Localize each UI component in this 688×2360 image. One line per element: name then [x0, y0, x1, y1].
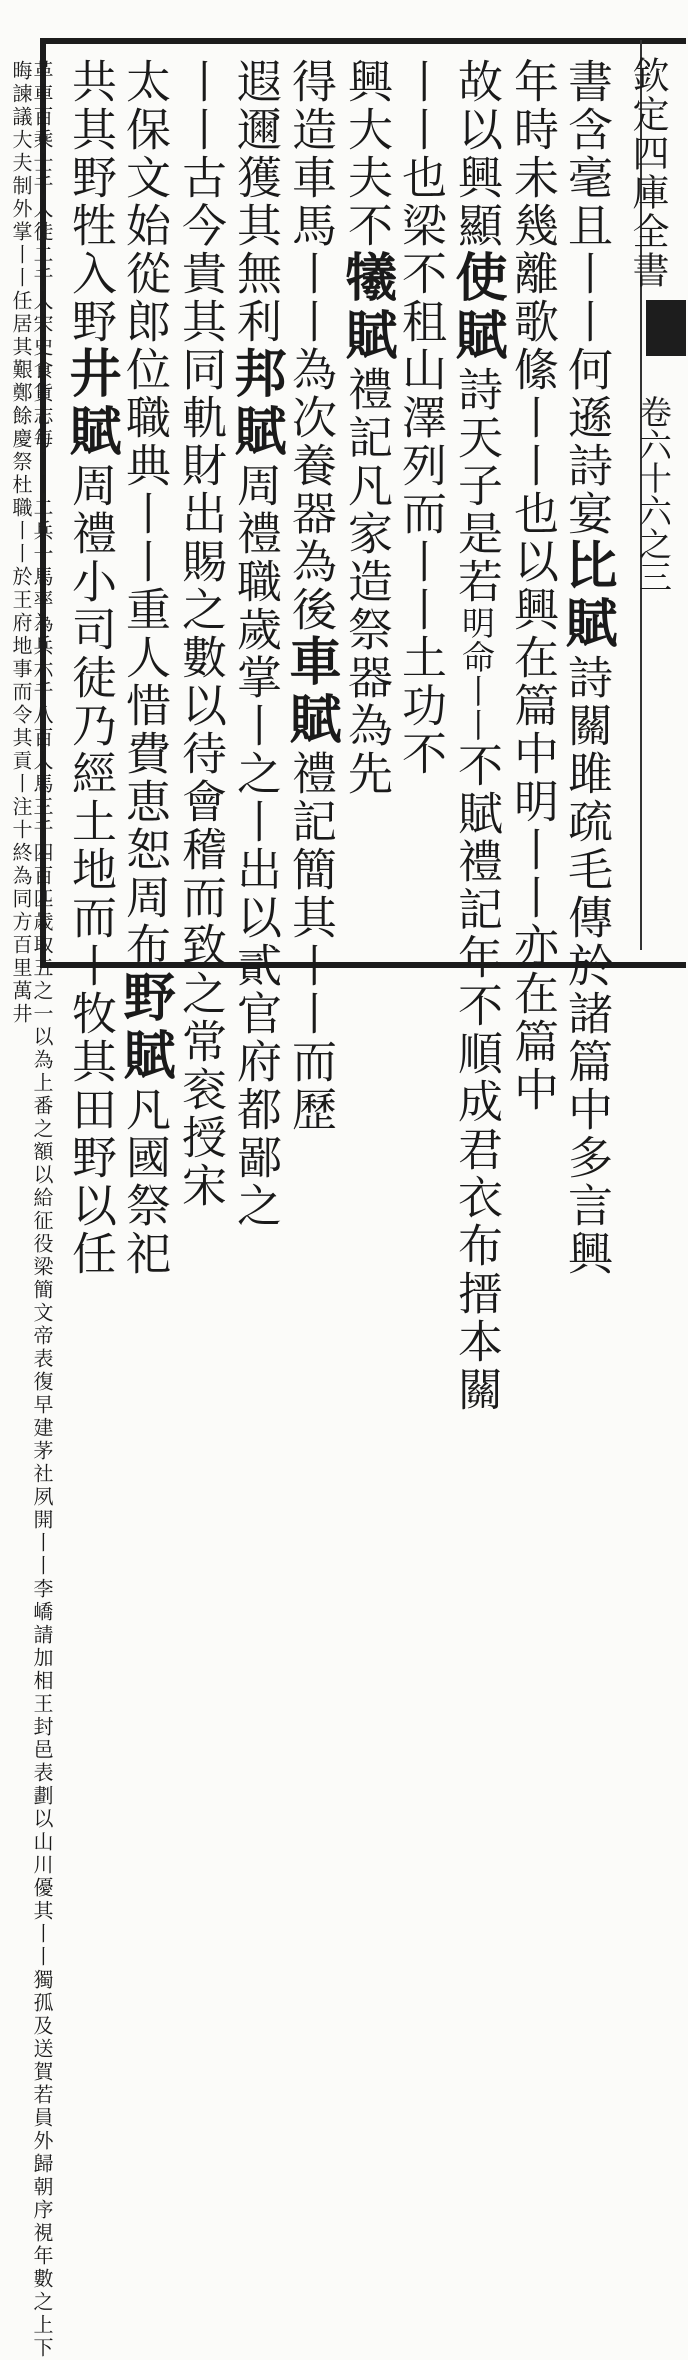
volume-label: 卷六十六之三	[634, 395, 673, 593]
text-column-10: 共其野牲入野井賦周禮小司徒乃經土地而丨牧其田野以任	[60, 58, 121, 1278]
fish-tail-mark	[646, 300, 686, 356]
text-column-9: 太保文始從郎位職典丨丨重人惜費恵恕周布野賦凡國祭祀	[114, 58, 175, 1278]
text-column-7: 遐邇獲其無利邦賦周禮職歲掌丨之丨出以貳官府都鄙之	[225, 58, 286, 1230]
library-title: 欽定四庫全書	[626, 56, 669, 290]
text-column-12: 革車百乘士千人徒二千人宋史食貨志每丨丨二兵一馬率為兵六千八百人馬三千四百匹歳取五之一以為上番之額以給征役梁簡文帝表復早建茅社夙開丨丨李嶠請加相王封邑表劃以山川優其丨丨獨孤及送賀若員外歸朝序視年數之上下	[30, 60, 54, 2360]
text-column-5: 興大夫不犧賦禮記凡家造祭器為先	[336, 58, 397, 798]
text-column-3: 故以興顯使賦詩天子是若明命丨丨不賦禮記年不順成君衣布搢本關	[446, 58, 507, 1414]
text-column-8: 丨丨古今貴其同軌財出賜之數以待會稽而致之常衮授宋	[174, 58, 227, 1210]
text-column-1: 書含毫且丨丨何遜詩宴比賦詩關雎疏毛傳於諸篇中多言興	[556, 58, 617, 1278]
text-column-4: 丨丨也梁不租山澤列而丨丨土功不	[394, 58, 447, 778]
text-column-6: 得造車馬丨丨為次養器為後車賦禮記簡其丨丨而歷	[280, 58, 341, 1134]
text-column-11: 晦諫議大夫制外掌丨丨任居其艱鄭餘慶祭杜職丨丨於王府地事而令其貢丨注十終為同方百里萬井	[9, 60, 33, 1026]
text-column-2: 年時未幾離歌絛丨丨也以興在篇中明丨丨亦在篇中	[506, 58, 559, 1114]
